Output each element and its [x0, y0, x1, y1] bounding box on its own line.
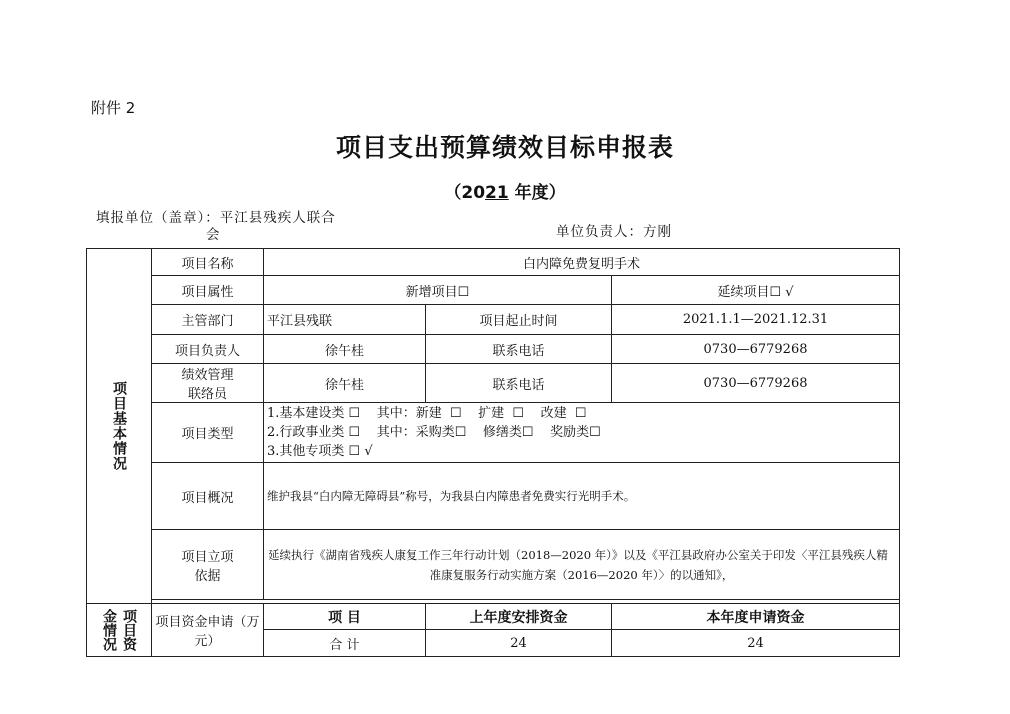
perf-contact-label [152, 364, 264, 403]
section-funds-label [90, 609, 148, 651]
row-type [87, 403, 900, 463]
filler-unit-line1: 填报单位（盖章）：平江县残疾人联合 [96, 210, 336, 226]
basis-line2: 准康复服务行动实施方案（2016—2020 年）〉的以通知》， [429, 567, 734, 582]
overview-label: 项目概况 [152, 463, 264, 530]
basis-label-line2: 依据 [194, 568, 221, 584]
period-label: 项目起止时间 [426, 305, 612, 335]
attachment-label: 附件 2 [91, 99, 136, 117]
owner-phone-label: 联系电话 [426, 335, 612, 364]
filler-unit-line2: 会 [206, 227, 221, 243]
subtitle-year-underlined: 21 [485, 183, 509, 203]
type-options [264, 403, 900, 463]
filler-unit [96, 210, 346, 244]
funds-col-this: 本年度申请资金 [612, 604, 900, 630]
overview-value[interactable]: 维护我县“白内障无障碍县”称号，为我县白内障患者免费实行光明手术。 [264, 463, 900, 530]
funds-col-item: 项 目 [264, 604, 426, 630]
funds-total-label: 合 计 [264, 630, 426, 657]
attribute-continued[interactable]: 延续项目☐ √ [612, 276, 900, 305]
subtitle-year-prefix: 20 [461, 183, 486, 203]
attribute-label: 项目属性 [152, 276, 264, 305]
row-perf-contact [87, 364, 900, 403]
project-name-label: 项目名称 [152, 249, 264, 276]
perf-contact-value[interactable]: 徐午桂 [264, 364, 426, 403]
owner-label: 项目负责人 [152, 335, 264, 364]
period-value[interactable]: 2021.1.1—2021.12.31 [612, 305, 900, 335]
owner-phone[interactable]: 0730—6779268 [612, 335, 900, 364]
section-funds-left: 金情况 [101, 609, 117, 651]
project-name-value[interactable]: 白内障免费复明手术 [264, 249, 900, 276]
type-option-line2[interactable]: 2.行政事业类 ☐ 其中：采购类☐ 修缮类☐ 奖励类☐ [267, 425, 601, 440]
funds-total-this[interactable]: 24 [612, 630, 900, 657]
basis-value[interactable] [264, 530, 900, 600]
row-overview [87, 463, 900, 530]
section-basic-label: 项目基本情况 [111, 381, 127, 471]
funds-label: 项目资金申请（万元） [152, 604, 264, 657]
section-basic-cell [87, 249, 152, 604]
basis-label-line1: 项目立项 [181, 549, 234, 565]
row-project-name [87, 249, 900, 276]
basis-label [152, 530, 264, 600]
funds-col-last: 上年度安排资金 [426, 604, 612, 630]
owner-value[interactable]: 徐午桂 [264, 335, 426, 364]
type-option-line1[interactable]: 1.基本建设类 ☐ 其中：新建 ☐ 扩建 ☐ 改建 ☐ [267, 406, 587, 421]
perf-contact-phone-label: 联系电话 [426, 364, 612, 403]
performance-form-table [86, 248, 900, 657]
section-funds-right: 项目资 [121, 609, 137, 651]
type-option-line3[interactable]: 3.其他专项类 ☐ √ [267, 444, 373, 459]
page-title: 项目支出预算绩效目标申报表 [335, 133, 674, 162]
dept-label: 主管部门 [152, 305, 264, 335]
subtitle-suffix: 年度） [508, 183, 566, 203]
row-attribute [87, 276, 900, 305]
row-funds-header [87, 604, 900, 630]
perf-contact-phone[interactable]: 0730—6779268 [612, 364, 900, 403]
row-dept [87, 305, 900, 335]
year-subtitle [0, 178, 1010, 203]
attribute-new[interactable]: 新增项目☐ [264, 276, 612, 305]
perf-contact-label-line2: 联络员 [187, 387, 227, 402]
row-basis [87, 530, 900, 600]
row-owner [87, 335, 900, 364]
perf-contact-label-line1: 绩效管理 [181, 368, 234, 383]
subtitle-open: （ [444, 183, 462, 203]
basis-line1: 延续执行《湖南省残疾人康复工作三年行动计划（2018—2020 年）》以及《平江县政府办公室关于印发〈平江县残疾人精 [268, 547, 888, 562]
type-label: 项目类型 [152, 403, 264, 463]
section-funds-cell [87, 604, 152, 657]
dept-value[interactable]: 平江县残联 [264, 305, 426, 335]
funds-total-last[interactable]: 24 [426, 630, 612, 657]
unit-leader: 单位负责人：方刚 [556, 224, 672, 240]
